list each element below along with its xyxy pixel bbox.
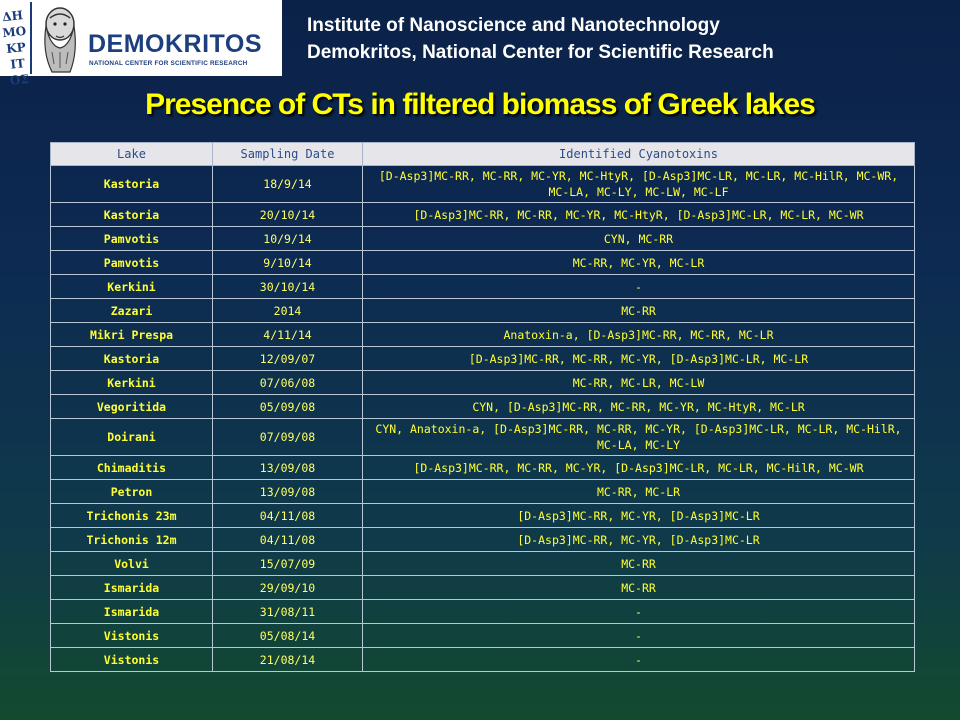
table-row: [51, 456, 915, 480]
toxins-cell: CYN, MC-RR: [363, 227, 915, 251]
demokritos-logo: [0, 0, 282, 88]
institute-heading: [307, 12, 774, 66]
lake-cell: Kerkini: [51, 371, 213, 395]
lake-cell: Vistonis: [51, 624, 213, 648]
toxins-cell: MC-RR, MC-YR, MC-LR: [363, 251, 915, 275]
lake-cell: Kerkini: [51, 275, 213, 299]
lake-cell: Trichonis 12m: [51, 528, 213, 552]
table-row: [51, 552, 915, 576]
table-row: [51, 323, 915, 347]
lake-cell: Kastoria: [51, 347, 213, 371]
toxins-cell: MC-RR: [363, 576, 915, 600]
date-cell: 07/09/08: [213, 419, 363, 456]
toxins-cell: -: [363, 275, 915, 299]
table-row: [51, 576, 915, 600]
toxins-cell: CYN, Anatoxin-a, [D-Asp3]MC-RR, MC-RR, MC-YR, [D-Asp3]MC-LR, MC-LR, MC-HilR, MC-LA, MC-LY: [363, 419, 915, 456]
date-cell: 13/09/08: [213, 480, 363, 504]
date-cell: 18/9/14: [213, 166, 363, 203]
date-cell: 04/11/08: [213, 528, 363, 552]
table-row: [51, 504, 915, 528]
date-cell: 21/08/14: [213, 648, 363, 672]
toxins-cell: [D-Asp3]MC-RR, MC-RR, MC-YR, [D-Asp3]MC-LR, MC-LR, MC-HilR, MC-WR: [363, 456, 915, 480]
table-row: [51, 166, 915, 203]
toxins-cell: -: [363, 600, 915, 624]
table-row: [51, 624, 915, 648]
toxins-cell: [D-Asp3]MC-RR, MC-YR, [D-Asp3]MC-LR: [363, 504, 915, 528]
toxins-cell: -: [363, 648, 915, 672]
date-cell: 13/09/08: [213, 456, 363, 480]
toxins-cell: [D-Asp3]MC-RR, MC-YR, [D-Asp3]MC-LR: [363, 528, 915, 552]
date-cell: 15/07/09: [213, 552, 363, 576]
lake-cell: Volvi: [51, 552, 213, 576]
lake-cell: Chimaditis: [51, 456, 213, 480]
table-row: [51, 600, 915, 624]
lake-cell: Mikri Prespa: [51, 323, 213, 347]
date-cell: 04/11/08: [213, 504, 363, 528]
table-row: [51, 251, 915, 275]
lake-cell: Ismarida: [51, 600, 213, 624]
date-cell: 4/11/14: [213, 323, 363, 347]
toxins-cell: MC-RR: [363, 552, 915, 576]
lake-cell: Vegoritida: [51, 395, 213, 419]
logo-name: DEMOKRITOS: [88, 30, 262, 58]
lake-cell: Petron: [51, 480, 213, 504]
lake-cell: Pamvotis: [51, 227, 213, 251]
lake-cell: Trichonis 23m: [51, 504, 213, 528]
toxins-cell: MC-RR: [363, 299, 915, 323]
institute-line-1: Institute of Nanoscience and Nanotechnology: [307, 15, 720, 36]
table-row: [51, 480, 915, 504]
lake-cell: Kastoria: [51, 166, 213, 203]
logo-subtitle: NATIONAL CENTER FOR SCIENTIFIC RESEARCH: [89, 60, 248, 67]
institute-line-2: Demokritos, National Center for Scientific Research: [307, 42, 774, 63]
lake-cell: Zazari: [51, 299, 213, 323]
table-row: [51, 347, 915, 371]
table-row: [51, 203, 915, 227]
toxins-cell: MC-RR, MC-LR, MC-LW: [363, 371, 915, 395]
toxins-cell: MC-RR, MC-LR: [363, 480, 915, 504]
toxins-cell: [D-Asp3]MC-RR, MC-RR, MC-YR, MC-HtyR, [D-Asp3]MC-LR, MC-LR, MC-HilR, MC-WR, MC-LA, MC-LY, MC-LW, MC-LF: [363, 166, 915, 203]
date-cell: 9/10/14: [213, 251, 363, 275]
lake-cell: Ismarida: [51, 576, 213, 600]
table-row: [51, 227, 915, 251]
lake-cell: Pamvotis: [51, 251, 213, 275]
header-sampling-date: Sampling Date: [213, 143, 363, 166]
table-row: [51, 648, 915, 672]
toxins-cell: [D-Asp3]MC-RR, MC-RR, MC-YR, MC-HtyR, [D-Asp3]MC-LR, MC-LR, MC-WR: [363, 203, 915, 227]
date-cell: 05/09/08: [213, 395, 363, 419]
date-cell: 12/09/07: [213, 347, 363, 371]
toxins-cell: [D-Asp3]MC-RR, MC-RR, MC-YR, [D-Asp3]MC-LR, MC-LR: [363, 347, 915, 371]
logo-seal-letters: ΔΗΜΟΚΡΙΤΟΣ: [1, 8, 30, 88]
table-row: [51, 371, 915, 395]
lake-cell: Kastoria: [51, 203, 213, 227]
date-cell: 30/10/14: [213, 275, 363, 299]
date-cell: 10/9/14: [213, 227, 363, 251]
slide-title: Presence of CTs in filtered biomass of Greek lakes: [145, 88, 815, 121]
table-row: [51, 299, 915, 323]
table-body: [51, 166, 915, 672]
table-header-row: [51, 143, 915, 166]
date-cell: 07/06/08: [213, 371, 363, 395]
table-row: [51, 275, 915, 299]
table-row: [51, 395, 915, 419]
date-cell: 29/09/10: [213, 576, 363, 600]
lake-cell: Doirani: [51, 419, 213, 456]
date-cell: 31/08/11: [213, 600, 363, 624]
header-lake: Lake: [51, 143, 213, 166]
table-row: [51, 528, 915, 552]
toxins-cell: CYN, [D-Asp3]MC-RR, MC-RR, MC-YR, MC-HtyR, MC-LR: [363, 395, 915, 419]
lake-cell: Vistonis: [51, 648, 213, 672]
toxins-cell: -: [363, 624, 915, 648]
logo-seal: [1, 2, 32, 88]
toxins-cell: Anatoxin-a, [D-Asp3]MC-RR, MC-RR, MC-LR: [363, 323, 915, 347]
date-cell: 20/10/14: [213, 203, 363, 227]
date-cell: 05/08/14: [213, 624, 363, 648]
democritus-portrait-icon: [34, 2, 84, 74]
date-cell: 2014: [213, 299, 363, 323]
table-row: [51, 419, 915, 456]
header-identified-cyanotoxins: Identified Cyanotoxins: [363, 143, 915, 166]
cyanotoxin-table: [50, 142, 915, 672]
